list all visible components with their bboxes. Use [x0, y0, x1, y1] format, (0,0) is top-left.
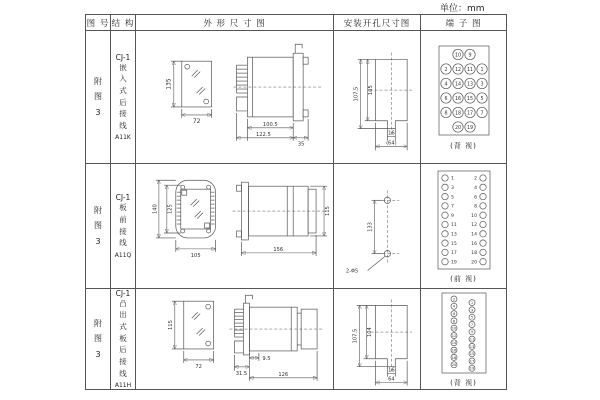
svg-text:5: 5 — [479, 96, 484, 102]
svg-text:2: 2 — [452, 296, 455, 301]
dim-cutout-inner-height: 104 — [367, 327, 374, 337]
svg-text:9: 9 — [470, 329, 473, 334]
svg-text:13: 13 — [466, 81, 473, 87]
svg-text:18: 18 — [454, 110, 461, 116]
svg-text:6: 6 — [452, 311, 455, 316]
model-label: CJ-1 — [115, 193, 131, 203]
outline-cell-row3 — [136, 289, 334, 389]
svg-text:10: 10 — [454, 52, 461, 58]
svg-text:19: 19 — [450, 259, 457, 265]
terminal-cell-row2 — [421, 164, 506, 289]
install-cell-row2 — [334, 164, 421, 289]
svg-text:14: 14 — [454, 81, 461, 87]
svg-text:14: 14 — [451, 340, 456, 345]
structure-code: A11H — [114, 382, 132, 389]
structure-cell-row1 — [111, 31, 136, 164]
header-structure: 结 构 — [111, 15, 136, 31]
outline-drawing-a11h — [136, 289, 333, 389]
svg-text:3: 3 — [470, 307, 473, 312]
svg-text:16: 16 — [454, 96, 461, 102]
dim-cutout-outer-height: 107.5 — [353, 86, 360, 101]
structure-type: 凸出式板后接线 — [119, 298, 127, 378]
outline-drawing-a11q — [136, 164, 333, 289]
svg-text:18: 18 — [470, 250, 477, 256]
svg-text:15: 15 — [469, 351, 474, 356]
dimension-table — [85, 14, 507, 390]
fig-number: 附图3 — [94, 206, 102, 246]
terminal-diagram-rear — [432, 44, 496, 138]
svg-text:13: 13 — [450, 232, 457, 237]
install-cell-row1 — [334, 31, 421, 164]
svg-text:5: 5 — [470, 315, 473, 320]
svg-text:11: 11 — [466, 67, 473, 73]
header-terminal: 端 子 图 — [421, 15, 506, 31]
dim-front-width: 72 — [195, 363, 202, 370]
svg-text:1: 1 — [470, 300, 473, 305]
dim-side-height: 115 — [325, 205, 332, 216]
dim-side-flange: 35 — [297, 141, 305, 148]
svg-text:3: 3 — [450, 185, 454, 191]
terminal-view-caption: (前 视) — [450, 274, 477, 283]
hole-diameter-label: 2-Φ5 — [345, 267, 359, 274]
fig-cell-row1 — [86, 31, 111, 164]
terminal-cell-row1 — [421, 31, 506, 164]
fig-cell-row3 — [86, 289, 111, 389]
unit-label: 单位：mm — [440, 4, 485, 14]
structure-type: 嵌入式后接线 — [119, 62, 127, 130]
install-drawing-a11h — [334, 289, 420, 389]
dim-front-width: 105 — [190, 252, 201, 259]
dim-hole-spacing: 133 — [367, 221, 374, 232]
svg-text:4: 4 — [452, 304, 455, 309]
dim-cutout-inner-height: 105 — [368, 84, 375, 95]
svg-text:6: 6 — [473, 194, 477, 200]
svg-text:17: 17 — [469, 358, 474, 363]
svg-text:12: 12 — [470, 222, 477, 228]
structure-cell-row3 — [111, 289, 136, 389]
svg-text:19: 19 — [469, 366, 474, 371]
dim-side-bracket: 31.5 — [235, 370, 248, 377]
model-label: CJ-1 — [115, 52, 131, 62]
fig-number: 附图3 — [94, 77, 102, 117]
dim-side-overall: 122.5 — [255, 131, 271, 138]
svg-text:11: 11 — [450, 222, 457, 228]
svg-text:8: 8 — [473, 204, 477, 210]
svg-text:11: 11 — [469, 337, 474, 341]
svg-text:14: 14 — [470, 232, 477, 237]
dim-cutout-tab: 16 — [388, 367, 395, 374]
structure-code: A11Q — [114, 251, 132, 259]
svg-text:9: 9 — [450, 213, 454, 219]
dim-cutout-outer-height: 107.5 — [352, 328, 359, 344]
dim-front-outer-height: 140 — [152, 203, 159, 214]
dim-front-height: 115 — [167, 320, 174, 330]
svg-text:18: 18 — [451, 355, 456, 360]
svg-text:7: 7 — [450, 204, 454, 210]
svg-text:10: 10 — [451, 326, 456, 331]
svg-text:19: 19 — [466, 125, 473, 131]
outline-cell-row2 — [136, 164, 334, 289]
outline-drawing-a11k — [136, 31, 333, 164]
dim-cutout-width: (64) — [386, 139, 397, 146]
header-install: 安装开孔尺寸图 — [334, 15, 421, 31]
svg-text:16: 16 — [451, 348, 456, 352]
terminal-cell-row3 — [421, 289, 506, 389]
svg-text:12: 12 — [454, 67, 461, 73]
svg-text:17: 17 — [450, 250, 457, 256]
svg-text:15: 15 — [450, 241, 457, 247]
install-cell-row3 — [334, 289, 421, 389]
svg-text:7: 7 — [470, 322, 473, 327]
install-drawing-a11q — [334, 164, 420, 289]
svg-text:7: 7 — [479, 110, 484, 116]
header-outline: 外 形 尺 寸 图 — [136, 15, 334, 31]
svg-text:5: 5 — [450, 194, 454, 200]
dim-side-depth: 126 — [278, 371, 289, 378]
fig-cell-row2 — [86, 164, 111, 289]
svg-text:8: 8 — [443, 110, 448, 116]
dim-side-offset: 9.5 — [262, 355, 271, 362]
svg-text:20: 20 — [451, 362, 456, 367]
svg-text:1: 1 — [479, 67, 484, 73]
terminal-view-caption: (背 视) — [450, 141, 477, 150]
svg-text:20: 20 — [454, 125, 461, 131]
header-fig: 图 号 — [86, 15, 111, 31]
dim-cutout-width: 64 — [388, 376, 395, 383]
svg-text:16: 16 — [470, 241, 477, 247]
svg-text:6: 6 — [443, 96, 448, 102]
svg-text:4: 4 — [473, 185, 477, 191]
structure-cell-row2 — [111, 164, 136, 289]
outline-cell-row1 — [136, 31, 334, 164]
terminal-view-caption: (背 视) — [450, 378, 477, 387]
dim-front-inner-height: 125 — [167, 203, 174, 214]
svg-text:4: 4 — [443, 81, 448, 87]
svg-text:8: 8 — [452, 318, 455, 323]
svg-text:17: 17 — [466, 110, 473, 116]
svg-text:13: 13 — [469, 344, 474, 349]
dim-side-depth: 100.5 — [262, 121, 278, 128]
svg-text:10: 10 — [470, 213, 477, 219]
model-label: CJ-1 — [115, 289, 131, 298]
install-drawing-a11k — [334, 31, 420, 164]
svg-text:2: 2 — [443, 67, 448, 73]
svg-text:1: 1 — [450, 176, 454, 182]
dim-front-width: 72 — [192, 117, 201, 125]
dim-front-height: 135 — [165, 77, 173, 90]
fig-number: 附图3 — [94, 319, 102, 359]
structure-code: A11K — [115, 134, 131, 142]
dim-side-depth: 156 — [273, 246, 284, 253]
svg-text:12: 12 — [451, 333, 456, 338]
svg-text:15: 15 — [466, 96, 473, 102]
svg-text:9: 9 — [467, 52, 472, 58]
structure-type: 板前接线 — [119, 203, 127, 248]
svg-text:3: 3 — [479, 81, 484, 87]
dim-cutout-tab: 16 — [388, 130, 395, 137]
terminal-diagram-rear-staggered — [439, 291, 489, 375]
terminal-diagram-front — [435, 169, 493, 271]
svg-text:20: 20 — [470, 259, 477, 265]
svg-text:2: 2 — [473, 176, 477, 182]
